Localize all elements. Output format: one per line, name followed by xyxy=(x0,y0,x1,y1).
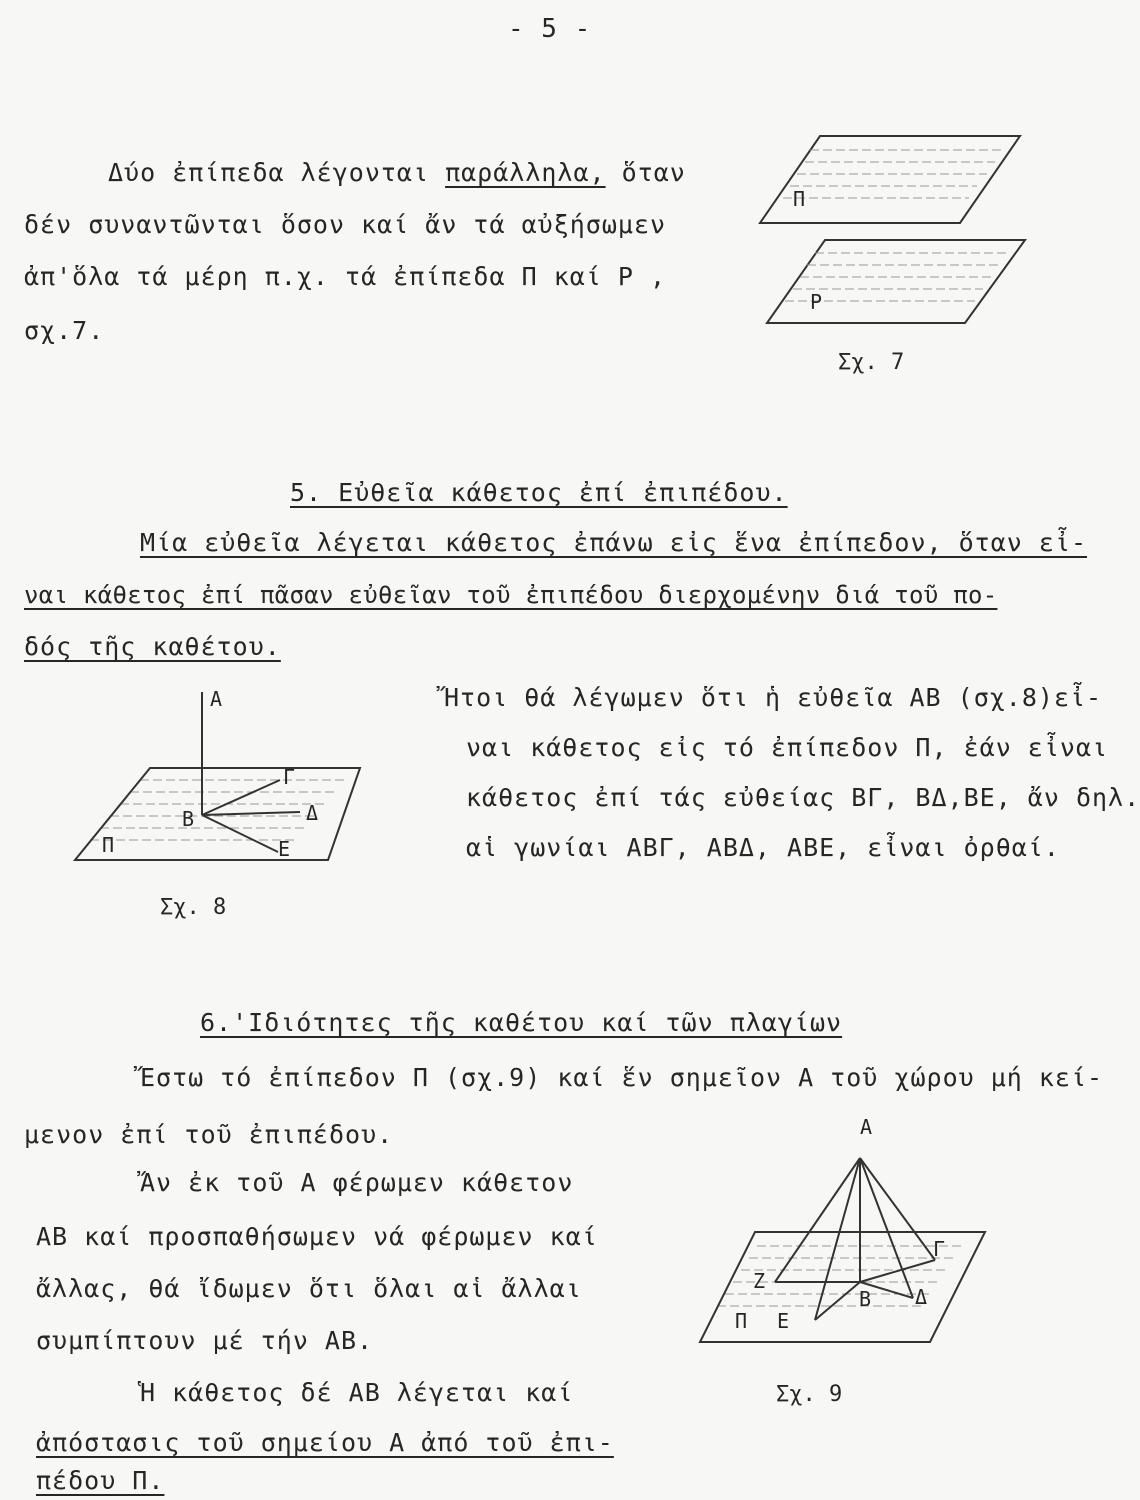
section5-def-line-2: ναι κάθετος ἐπί πᾶσαν εὐθεῖαν τοῦ ἐπιπέδου διερχομένην διά τοῦ πο- xyxy=(24,581,998,609)
section6-line-9: πέδου Π. xyxy=(36,1466,165,1495)
fig9-line-AD xyxy=(860,1158,913,1298)
section5-heading: 5. Εὐθεῖα κάθετος ἐπί ἐπιπέδου. xyxy=(290,478,788,507)
fig8-caption: Σχ. 8 xyxy=(160,895,227,920)
section6-line-2: μενον ἐπί τοῦ ἐπιπέδου. xyxy=(24,1120,394,1149)
fig9-line-BE xyxy=(815,1282,860,1320)
fig8-label-G: Γ xyxy=(283,765,296,789)
fig9-label-P: Π xyxy=(735,1309,748,1333)
fig9-line-AZ xyxy=(775,1158,860,1282)
section5-text-line-3: κάθετος ἐπί τάς εὐθείας ΒΓ, ΒΔ,ΒΕ, ἄν δηλ. xyxy=(466,783,1140,812)
fig8-label-B: Β xyxy=(182,807,195,831)
section6-line-4: ΑΒ καί προσπαθήσωμεν νά φέρωμεν καί xyxy=(36,1222,598,1251)
parallel-def-line-4: σχ.7. xyxy=(24,316,105,345)
fig8-label-E: Ε xyxy=(278,837,291,861)
fig9-caption: Σχ. 9 xyxy=(776,1382,843,1407)
fig7-hatching xyxy=(783,150,1010,301)
section6-line-3: Ἄν ἐκ τοῦ Α φέρωμεν κάθετον xyxy=(140,1168,574,1197)
fig9-line-AE xyxy=(815,1158,860,1320)
fig9-label-E: Ε xyxy=(777,1309,790,1333)
parallel-def-line-2: δέν συναντῶνται ὅσον καί ἄν τά αὐξήσωμεν xyxy=(24,210,667,239)
page-number: - 5 - xyxy=(508,14,592,44)
section6-line-7: Ἡ κάθετος δέ ΑΒ λέγεται καί xyxy=(140,1378,574,1407)
fig9-line-AG xyxy=(860,1158,935,1260)
section5-text-line-1: Ἤτοι θά λέγωμεν ὅτι ἡ εὐθεῖα ΑΒ (σχ.8)εἶ- xyxy=(444,683,1103,712)
fig7-label-upper: Π xyxy=(793,187,806,211)
parallel-def-line-1-pre: Δύο ἐπίπεδα λέγονται xyxy=(108,158,446,187)
section5-text-line-4: αἱ γωνίαι ΑΒΓ, ΑΒΔ, ΑΒΕ, εἶναι ὀρθαί. xyxy=(466,833,1060,862)
fig9-label-D: Δ xyxy=(915,1285,928,1309)
parallel-def-line-3: ἀπ'ὅλα τά μέρη π.χ. τά ἐπίπεδα Π καί Ρ , xyxy=(24,262,667,291)
parallel-def-line-1 xyxy=(108,158,686,188)
fig8-diagram xyxy=(70,680,370,880)
fig7-diagram xyxy=(755,128,1030,328)
fig9-diagram xyxy=(695,1110,995,1350)
section6-line-5: ἄλλας, θά ἴδωμεν ὅτι ὅλαι αἱ ἄλλαι xyxy=(36,1274,582,1303)
section6-heading: 6.'Ιδιότητες τῆς καθέτου καί τῶν πλαγίων xyxy=(200,1008,843,1037)
section5-def-line-1: Μία εὐθεῖα λέγεται κάθετος ἐπάνω εἰς ἕνα ἐπίπεδον, ὅταν εἶ- xyxy=(140,528,1088,557)
parallel-term: παράλληλα, xyxy=(445,158,606,187)
fig9-line-BG xyxy=(860,1260,935,1282)
fig8-label-A: Α xyxy=(210,687,223,711)
fig8-line-BD xyxy=(202,812,300,815)
fig7-plane-lower xyxy=(767,240,1025,323)
fig8-line-BE xyxy=(202,815,278,852)
fig8-label-D: Δ xyxy=(306,801,319,825)
section5-text-line-2: ναι κάθετος εἰς τό ἐπίπεδον Π, ἐάν εἶναι xyxy=(466,733,1109,762)
section5-def-line-3: δός τῆς καθέτου. xyxy=(24,632,281,661)
section6-line-1: Ἔστω τό ἐπίπεδον Π (σχ.9) καί ἕν σημεῖον Α τοῦ χώρου μή κεί- xyxy=(140,1063,1104,1092)
fig9-label-Z: Ζ xyxy=(753,1269,766,1293)
fig9-label-G: Γ xyxy=(933,1237,946,1261)
fig7-caption: Σχ. 7 xyxy=(838,350,905,375)
fig9-label-A: Α xyxy=(860,1115,873,1139)
fig8-line-BG xyxy=(202,780,280,815)
fig9-label-B: Β xyxy=(859,1287,872,1311)
parallel-def-line-1-post: ὅταν xyxy=(605,158,686,187)
fig8-label-P: Π xyxy=(102,833,115,857)
section6-line-6: συμπίπτουν μέ τήν ΑΒ. xyxy=(36,1326,374,1355)
section6-line-8: ἀπόστασις τοῦ σημείου Α ἀπό τοῦ ἐπι- xyxy=(36,1428,614,1457)
fig7-label-lower: Ρ xyxy=(810,290,823,314)
